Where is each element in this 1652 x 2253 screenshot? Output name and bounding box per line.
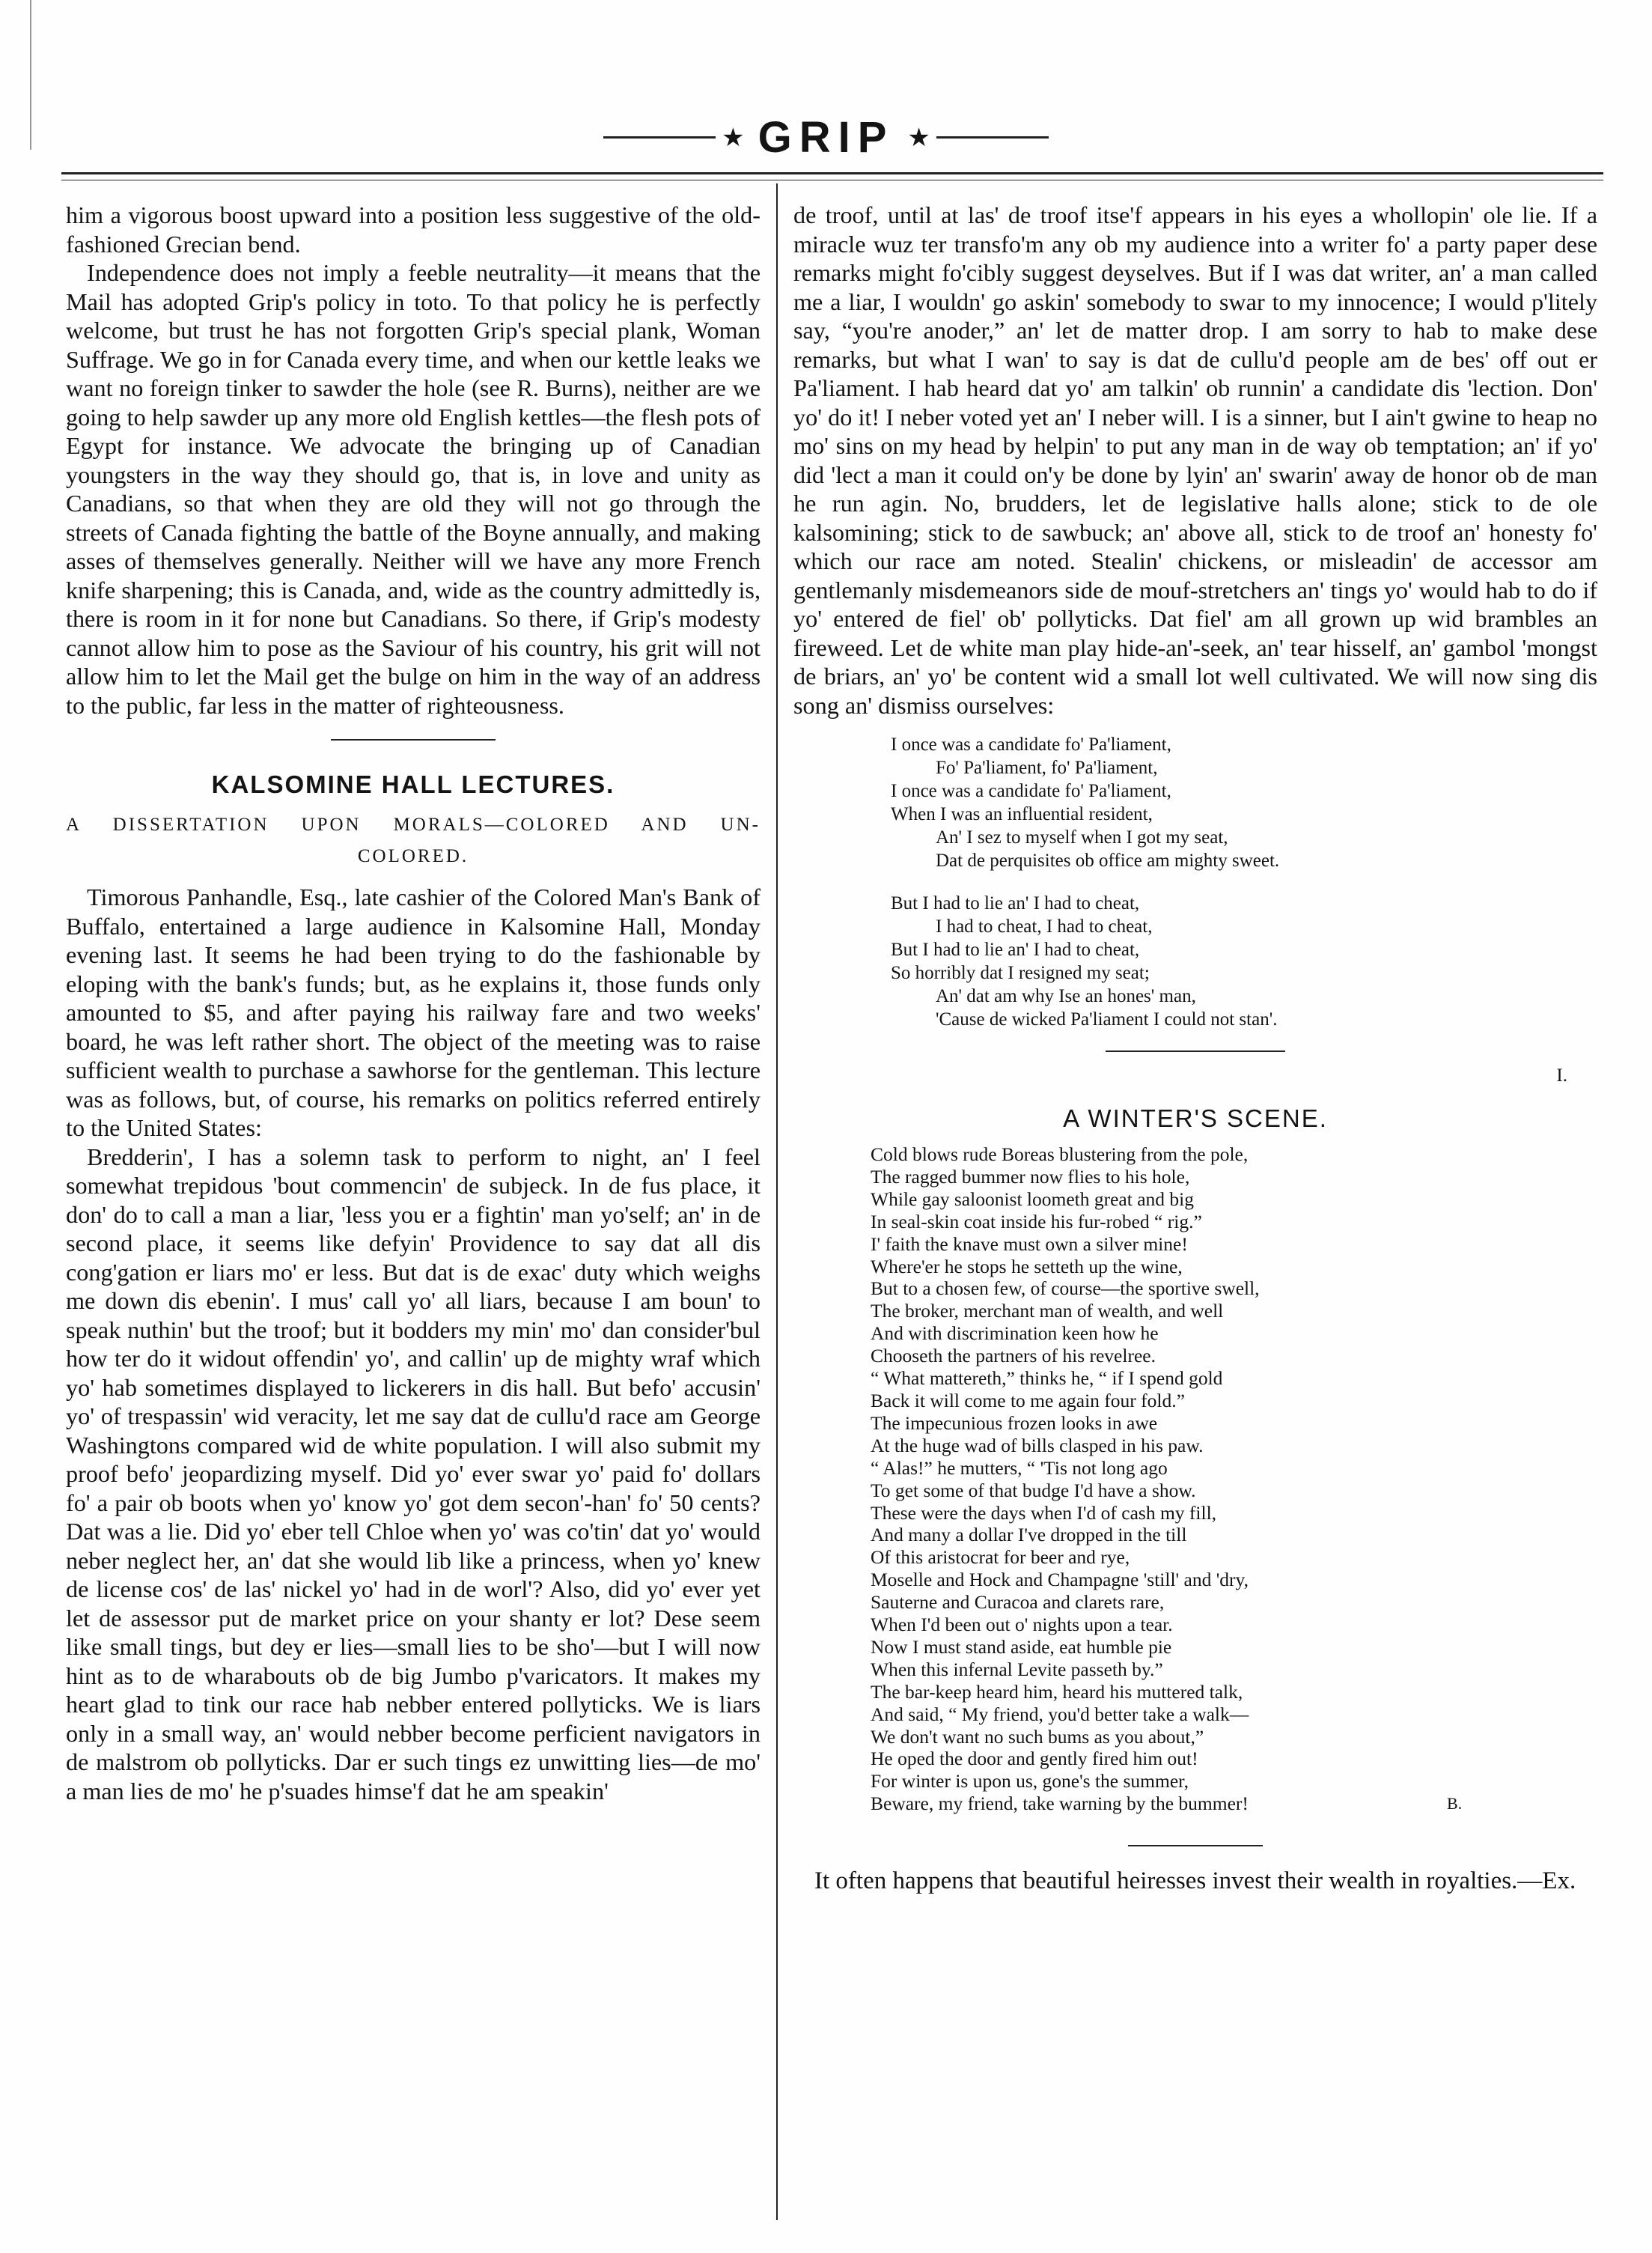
verse-line: Cold blows rude Boreas blustering from the pole, bbox=[871, 1143, 1249, 1165]
verse-line: Now I must stand aside, eat humble pie bbox=[871, 1635, 1172, 1658]
subheading-line: A DISSERTATION UPON MORALS—COLORED AND UN- bbox=[66, 815, 761, 835]
winter-poem bbox=[871, 1143, 1597, 1815]
verse-line: Where'er he stops he setteth up the wine, bbox=[871, 1255, 1183, 1277]
poem-signature: B. bbox=[1447, 1794, 1463, 1813]
verse-line: “ What mattereth,” thinks he, “ if I spend gold bbox=[871, 1367, 1223, 1390]
column-divider bbox=[776, 183, 778, 2220]
star-icon: ★ bbox=[907, 124, 930, 152]
verse-line: The broker, merchant man of wealth, and well bbox=[871, 1300, 1224, 1322]
verse-line: An' I sez to myself when I got my seat, bbox=[936, 827, 1228, 848]
paragraph: him a vigorous boost upward into a position less suggestive of the old-fashioned Grecian bend. bbox=[66, 201, 761, 258]
masthead-title: GRIP bbox=[758, 113, 894, 162]
verse-line: When this infernal Levite passeth by.” bbox=[871, 1658, 1163, 1680]
right-column bbox=[793, 201, 1597, 1896]
verse-line: He oped the door and gently fired him out! bbox=[871, 1748, 1198, 1770]
verse-line: But I had to lie an' I had to cheat, bbox=[891, 893, 1140, 913]
verse-line: But I had to lie an' I had to cheat, bbox=[891, 940, 1140, 960]
verse-line: Beware, my friend, take warning by the bummer! B. bbox=[871, 1793, 1463, 1815]
verse-line: At the huge wad of bills clasped in his paw. bbox=[871, 1434, 1204, 1456]
divider bbox=[331, 739, 496, 741]
verse-line: Fo' Pa'liament, fo' Pa'liament, bbox=[936, 758, 1158, 778]
masthead-rule-right bbox=[936, 136, 1049, 139]
verse-line: The impecunious frozen looks in awe bbox=[871, 1411, 1158, 1434]
section-subheading bbox=[66, 809, 761, 872]
star-icon: ★ bbox=[722, 124, 745, 152]
masthead-rule-left bbox=[603, 136, 716, 139]
verse-line: Of this aristocrat for beer and rye, bbox=[871, 1546, 1130, 1569]
verse-line: 'Cause de wicked Pa'liament I could not stan'. bbox=[936, 1009, 1278, 1030]
stanza bbox=[891, 892, 1597, 1031]
verse-line: Sauterne and Curacoa and clarets rare, bbox=[871, 1591, 1165, 1614]
verse-line: In seal-skin coat inside his fur-robed “ rig.” bbox=[871, 1210, 1202, 1232]
verse-line: I had to cheat, I had to cheat, bbox=[936, 916, 1153, 937]
masthead bbox=[0, 112, 1652, 162]
verse-line: When I'd been out o' nights upon a tear. bbox=[871, 1614, 1173, 1636]
verse-line: While gay saloonist loometh great and big bbox=[871, 1188, 1194, 1210]
subheading-line: COLORED. bbox=[357, 846, 469, 866]
verse-line: We don't want no such bums as you about,” bbox=[871, 1725, 1204, 1748]
paragraph: Bredderin', I has a solemn task to perform to night, an' I feel somewhat trepidous 'bout commencin' de subjeck. In de fus place, it don' do to call a man a liar, 'less you er a fightin' man yo'self; an' in de second place, it seems like defyin' Providence to say dat all dis cong'gation er liars mo' er less. But dat is de exac' duty which weighs me down dis ebenin'. I mus' call yo' all liars, because I am boun' to speak nuthin' but the troof; but it bodders my min' mo' dan consider'bul how ter do it widout offendin' yo', and callin' up de mighty wraf which yo' hab sometimes displayed to lickerers in dis hall. But befo' accusin' yo' of trespassin' wid veracity, let me say dat de cullu'd race am George Washingtons compared wid de white population. I will also submit my proof befo' jeopardizing myself. Did yo' ever swar yo' paid fo' dollars fo' a pair ob boots when yo' know yo' got dem secon'-han' fo' 50 cents? Dat was a lie. Did yo' eber tell Chloe when yo' was co'tin' dat yo' would neber neglect her, an' dat she would lib like a princess, when yo' knew de license cos' de las' nickel yo' had in de worl'? Also, did yo' ever yet let de assessor put de market price on your shanty er lot? Dese seem like small tings, but dey er lies—small lies to be sho'—but I will now hint as to de wharabouts ob de big Jumbo p'varicators. It makes my heart glad to tink our race hab nebber entered pollyticks. We is liars only in a small way, an' would nebber become perficient navigators in de malstrom ob pollyticks. Dar er such tings ez unwitting lies—de mo' a man lies de mo' he p'suades himse'f dat he am speakin' bbox=[66, 1143, 761, 1804]
paragraph: de troof, until at las' de troof itse'f appears in his eyes a whollopin' ole lie. If a miracle wuz ter transfo'm any ob my audience into a writer fo' a party paper dese remarks might fo'cibly suggest deyselves. But if I was dat writer, an' a man called me a liar, I wouldn' go askin' somebody to swar to my innocence; I would p'litely say, “you're anoder,” an' let de matter drop. I am sorry to hab to make dese remarks, but what I wan' to say is dat de cullu'd people am de bes' off out er Pa'liament. I hab heard dat yo' am talkin' ob runnin' a candidate dis 'lection. Don' yo' do it! I neber voted yet an' I neber will. I is a sinner, but I ain't gwine to heap no mo' sins on my head by helpin' to put any man in de way ob temptation; an' if yo' did 'lect a man it could on'y be done by lyin' an' swarin' away de honor ob de man he run agin. No, brudders, let de legislative halls alone; stick to de ole kalsomining; stick to de sawbuck; an' above all, stick to de troof an' honesty fo' which our race am noted. Stealin' chickens, or misleadin' de accessor am gentlemanly misdemeanors side de mouf-stretchers an' tings yo' would hab to do if yo' entered de fiel' ob' pollyticks. Dat fiel' am all grown up wid brambles an fireweed. Let de white man play hide-an'-seek, an' tear hisself, an' gambol 'mongst de briars, an' yo' be content wid a small lot well cultivated. We will now sing dis song an' dismiss ourselves: bbox=[793, 201, 1597, 719]
divider bbox=[1128, 1845, 1263, 1846]
verse-line: Moselle and Hock and Champagne 'still' and 'dry, bbox=[871, 1569, 1249, 1591]
left-column bbox=[66, 201, 761, 1805]
verse-line: I once was a candidate fo' Pa'liament, bbox=[891, 781, 1171, 801]
verse-line: The bar-keep heard him, heard his muttered talk, bbox=[871, 1680, 1243, 1703]
verse-line: The ragged bummer now flies to his hole, bbox=[871, 1165, 1190, 1188]
section-heading: A WINTER'S SCENE. bbox=[1063, 1104, 1328, 1132]
verse-line: Chooseth the partners of his revelree. bbox=[871, 1345, 1156, 1367]
verse-line: Dat de perquisites ob office am mighty sweet. bbox=[936, 851, 1280, 871]
verse-line: These were the days when I'd of cash my fill, bbox=[871, 1501, 1217, 1524]
verse-line: I once was a candidate fo' Pa'liament, bbox=[891, 735, 1171, 755]
stanza bbox=[891, 733, 1597, 872]
verse-line: For winter is upon us, gone's the summer, bbox=[871, 1770, 1189, 1793]
paragraph: Timorous Panhandle, Esq., late cashier of the Colored Man's Bank of Buffalo, entertained a large audience in Kalsomine Hall, Monday evening last. It seems he had been trying to do the fashionable by eloping with the bank's funds; but, as he explains it, those funds only amounted to $5, and after paying his railway fare and two weeks' board, he was left rather short. The object of the meeting was to raise sufficient wealth to purchase a sawhorse for the gentleman. This lecture was as follows, but, of course, his remarks on politics referred entirely to the United States: bbox=[66, 884, 761, 1141]
verse-line: So horribly dat I resigned my seat; bbox=[891, 963, 1150, 983]
verse-line: An' dat am why Ise an hones' man, bbox=[936, 986, 1196, 1006]
verse-line: But to a chosen few, of course—the sportive swell, bbox=[871, 1277, 1260, 1300]
verse-line: And with discrimination keen how he bbox=[871, 1322, 1159, 1345]
paragraph: It often happens that beautiful heiresses invest their wealth in royalties.—Ex. bbox=[814, 1867, 1576, 1895]
paragraph: Independence does not imply a feeble neutrality—it means that the Mail has adopted Grip's policy in toto. To that policy he is perfectly welcome, but trust he has not forgotten Grip's special plank, Woman Suffrage. We go in for Canada every time, and when our kettle leaks we want no foreign tinker to sawder the hole (see R. Burns), neither are we going to help sawder up any more old English kettles—the flesh pots of Egypt for instance. We advocate the bringing up of Canadian youngsters in the way they should go, that is, in love and unity as Canadians, so that when they are old they will not go through the streets of Canada fighting the battle of the Boyne annually, and making asses of themselves generally. Neither will we have any more French knife sharpening; this is Canada, and, wide as the country admittedly is, there is room in it for none but Canadians. So there, if Grip's modesty cannot allow him to pose as the Saviour of his country, his grit will not allow him to let the Mail get the bulge on him in the way of an address to the public, far less in the matter of righteousness. bbox=[66, 259, 761, 719]
verse-line: “ Alas!” he mutters, “ 'Tis not long ago bbox=[871, 1456, 1168, 1479]
verse-line: And many a dollar I've dropped in the till bbox=[871, 1524, 1187, 1546]
verse-line: When I was an influential resident, bbox=[891, 804, 1153, 824]
header-rule bbox=[61, 172, 1603, 174]
divider bbox=[1106, 1051, 1285, 1052]
song-signature: I. bbox=[1556, 1065, 1567, 1086]
song bbox=[891, 733, 1597, 1031]
closing-note bbox=[793, 1845, 1597, 1896]
verse-line: To get some of that budge I'd have a show. bbox=[871, 1479, 1196, 1501]
section-heading: KALSOMINE HALL LECTURES. bbox=[211, 770, 615, 798]
verse-line: And said, “ My friend, you'd better take a walk— bbox=[871, 1703, 1249, 1725]
verse-line: I' faith the knave must own a silver mine! bbox=[871, 1232, 1188, 1255]
verse-line: Back it will come to me again four fold.” bbox=[871, 1389, 1185, 1411]
